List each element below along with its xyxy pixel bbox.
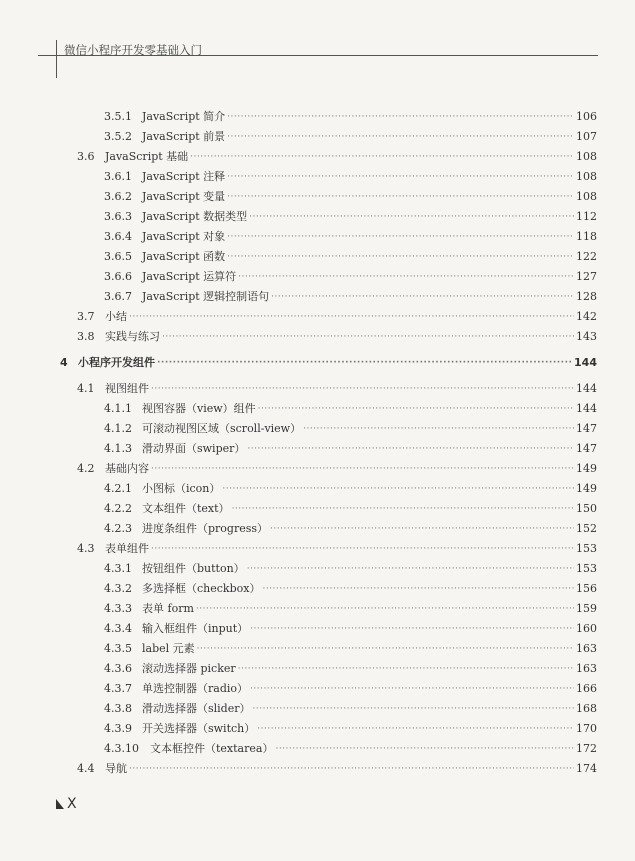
toc-entry-page: 144 [576,382,597,395]
toc-entry [104,676,597,696]
toc-entry-title: 表单 form [142,602,194,615]
toc-leader-dots [196,602,574,616]
toc-entry-title: 视图组件 [105,382,149,395]
toc-entry-title: 小图标（icon） [142,482,221,495]
toc-entry [77,324,597,344]
toc-entry-page: 150 [576,502,597,515]
corner-triangle-icon [56,799,64,809]
toc-leader-dots [250,622,574,636]
toc-entry-page: 166 [576,682,597,695]
toc-entry-title: JavaScript 运算符 [142,270,237,283]
toc-entry-page: 149 [576,462,597,475]
toc-entry-number: 3.7 [77,310,95,323]
toc-entry [104,436,597,456]
toc-entry-title: 表单组件 [105,542,149,555]
toc-entry [104,104,597,124]
toc-entry-title: 进度条组件（progress） [142,522,269,535]
toc-entry-page: 153 [576,542,597,555]
toc-entry [104,496,597,516]
toc-entry-number: 4.3.2 [104,582,132,595]
toc-entry-page: 122 [576,250,597,263]
toc-entry-page: 163 [576,642,597,655]
toc-entry-title: 滑动选择器（slider） [142,702,251,715]
toc-entry-title: 视图容器（view）组件 [142,402,256,415]
toc-leader-dots [249,210,574,224]
toc-entry-number: 3.6.4 [104,230,132,243]
toc-entry-number: 4.2.3 [104,522,132,535]
toc-entry-number: 3.5.2 [104,130,132,143]
toc-leader-dots [227,250,574,264]
toc-entry-page: 107 [576,130,597,143]
toc-leader-dots [129,762,574,776]
toc-entry-title: JavaScript 注释 [142,170,226,183]
toc-entry-page: 174 [576,762,597,775]
toc-entry-page: 149 [576,482,597,495]
toc-leader-dots [227,230,574,244]
toc-entry-title: JavaScript 逻辑控制语句 [142,290,270,303]
toc-entry-title: JavaScript 函数 [142,250,226,263]
toc-entry [104,396,597,416]
toc-entry-number: 4.2.1 [104,482,132,495]
toc-entry-page: 163 [576,662,597,675]
toc-entry [104,516,597,536]
toc-leader-dots [227,190,574,204]
toc-entry [104,416,597,436]
toc-leader-dots [247,442,574,456]
toc-entry-page: 147 [576,422,597,435]
running-title: 微信小程序开发零基础入门 [64,43,202,57]
toc-leader-dots [247,562,574,576]
toc-entry [104,224,597,244]
toc-leader-dots [222,482,574,496]
toc-entry-number: 4.2 [77,462,95,475]
toc-entry-number: 3.8 [77,330,95,343]
toc-entry-title: 多选择框（checkbox） [142,582,261,595]
toc-entry [104,204,597,224]
toc-entry [104,736,597,756]
toc-entry [77,144,597,164]
toc-entry-number: 3.6.2 [104,190,132,203]
toc-entry-number: 3.6.1 [104,170,132,183]
toc-entry-number: 4.2.2 [104,502,132,515]
toc-entry [104,616,597,636]
toc-entry-number: 4.3.9 [104,722,132,735]
toc-leader-dots [157,356,572,370]
toc-leader-dots [151,462,574,476]
toc-entry-page: 127 [576,270,597,283]
toc-entry [104,244,597,264]
toc-entry-title: 滑动界面（swiper） [142,442,246,455]
toc-entry-number: 4.1 [77,382,95,395]
toc-entry-title: 输入框组件（input） [142,622,249,635]
toc-entry [104,576,597,596]
toc-leader-dots [227,110,574,124]
toc-entry [104,124,597,144]
toc-entry-number: 4.3.6 [104,662,132,675]
toc-entry-number: 3.6 [77,150,95,163]
toc-leader-dots [257,722,574,736]
toc-entry-title: JavaScript 简介 [142,110,226,123]
toc-entry-number: 3.6.5 [104,250,132,263]
toc-entry-number: 4.3.4 [104,622,132,635]
toc-entry-page: 142 [576,310,597,323]
header-corner-rule [56,40,57,78]
toc-entry-title: 滚动选择器 picker [142,662,236,675]
toc-entry [104,636,597,656]
toc-entry [104,476,597,496]
toc-entry-number: 4.3.3 [104,602,132,615]
toc-entry-page: 152 [576,522,597,535]
toc-entry-number: 4.1.1 [104,402,132,415]
toc-entry-title: 文本组件（text） [142,502,230,515]
toc-leader-dots [197,642,574,656]
toc-entry [104,164,597,184]
toc-leader-dots [151,542,574,556]
toc-entry-title: JavaScript 前景 [142,130,226,143]
toc-entry-title: 单选控制器（radio） [142,682,248,695]
toc-entry-number: 4.3.10 [104,742,139,755]
toc-entry-page: 147 [576,442,597,455]
toc-leader-dots [262,582,574,596]
toc-entry-title: 实践与练习 [105,330,160,343]
toc-entry [104,696,597,716]
toc-entry-page: 144 [574,356,597,369]
toc-entry-number: 4.4 [77,762,95,775]
toc-leader-dots [190,150,574,164]
toc-entry-title: JavaScript 基础 [105,150,189,163]
toc-entry-number: 3.6.6 [104,270,132,283]
toc-entry [77,376,597,396]
toc-entry-title: JavaScript 对象 [142,230,226,243]
toc-entry-page: 108 [576,190,597,203]
toc-entry-title: 基础内容 [105,462,149,475]
toc-entry-number: 4.3.5 [104,642,132,655]
toc-entry-page: 160 [576,622,597,635]
toc-entry [104,596,597,616]
toc-entry-number: 4.3 [77,542,95,555]
toc-entry-title: 开关选择器（switch） [142,722,256,735]
toc-entry-title: JavaScript 数据类型 [142,210,248,223]
toc-entry-title: 按钮组件（button） [142,562,245,575]
toc-entry-page: 153 [576,562,597,575]
toc-leader-dots [151,382,574,396]
toc-entry-page: 172 [576,742,597,755]
toc-entry-page: 112 [576,210,597,223]
toc-leader-dots [162,330,574,344]
toc-entry-number: 4.3.8 [104,702,132,715]
toc-entry-number: 4.1.3 [104,442,132,455]
toc-entry [104,556,597,576]
toc-entry-title: JavaScript 变量 [142,190,226,203]
toc-entry-number: 4.3.7 [104,682,132,695]
toc-leader-dots [271,290,574,304]
toc-leader-dots [270,522,574,536]
toc-entry-number: 3.5.1 [104,110,132,123]
toc-entry [104,284,597,304]
toc-entry-page: 170 [576,722,597,735]
toc-entry [104,656,597,676]
toc-entry-page: 106 [576,110,597,123]
toc-entry [77,756,597,776]
page-footer [56,796,77,812]
toc-entry-number: 4.3.1 [104,562,132,575]
toc-entry [77,304,597,324]
toc-entry-number: 3.6.7 [104,290,132,303]
toc-leader-dots [129,310,574,324]
toc-entry-title: 小结 [105,310,127,323]
toc-leader-dots [250,682,574,696]
page-number: X [67,796,77,812]
toc-entry-page: 128 [576,290,597,303]
toc-entry-number: 3.6.3 [104,210,132,223]
toc-entry-page: 156 [576,582,597,595]
toc-entry [60,350,597,370]
toc-entry-page: 144 [576,402,597,415]
toc-entry [77,536,597,556]
toc-entry-title: 可滚动视图区域（scroll-view） [142,422,302,435]
toc-entry-number: 4.1.2 [104,422,132,435]
toc-leader-dots [303,422,574,436]
toc-entry-page: 143 [576,330,597,343]
page-header [0,0,635,80]
toc-entry-number: 4 [60,356,68,369]
toc-leader-dots [253,702,575,716]
toc-entry-page: 159 [576,602,597,615]
toc-entry-title: 导航 [105,762,127,775]
toc-entry [104,716,597,736]
toc-leader-dots [227,130,574,144]
toc-leader-dots [238,662,574,676]
toc-entry-page: 168 [576,702,597,715]
toc-entry-page: 118 [576,230,597,243]
toc-entry-title: 文本框控件（textarea） [150,742,274,755]
toc-entry-page: 108 [576,170,597,183]
toc-leader-dots [227,170,574,184]
toc-entry-page: 108 [576,150,597,163]
toc-entry [77,456,597,476]
toc-leader-dots [258,402,574,416]
toc-entry [104,264,597,284]
toc-entry [104,184,597,204]
toc-entry-title: 小程序开发组件 [78,356,155,369]
toc-leader-dots [275,742,574,756]
toc-leader-dots [238,270,574,284]
toc-entry-title: label 元素 [142,642,195,655]
toc-leader-dots [232,502,574,516]
